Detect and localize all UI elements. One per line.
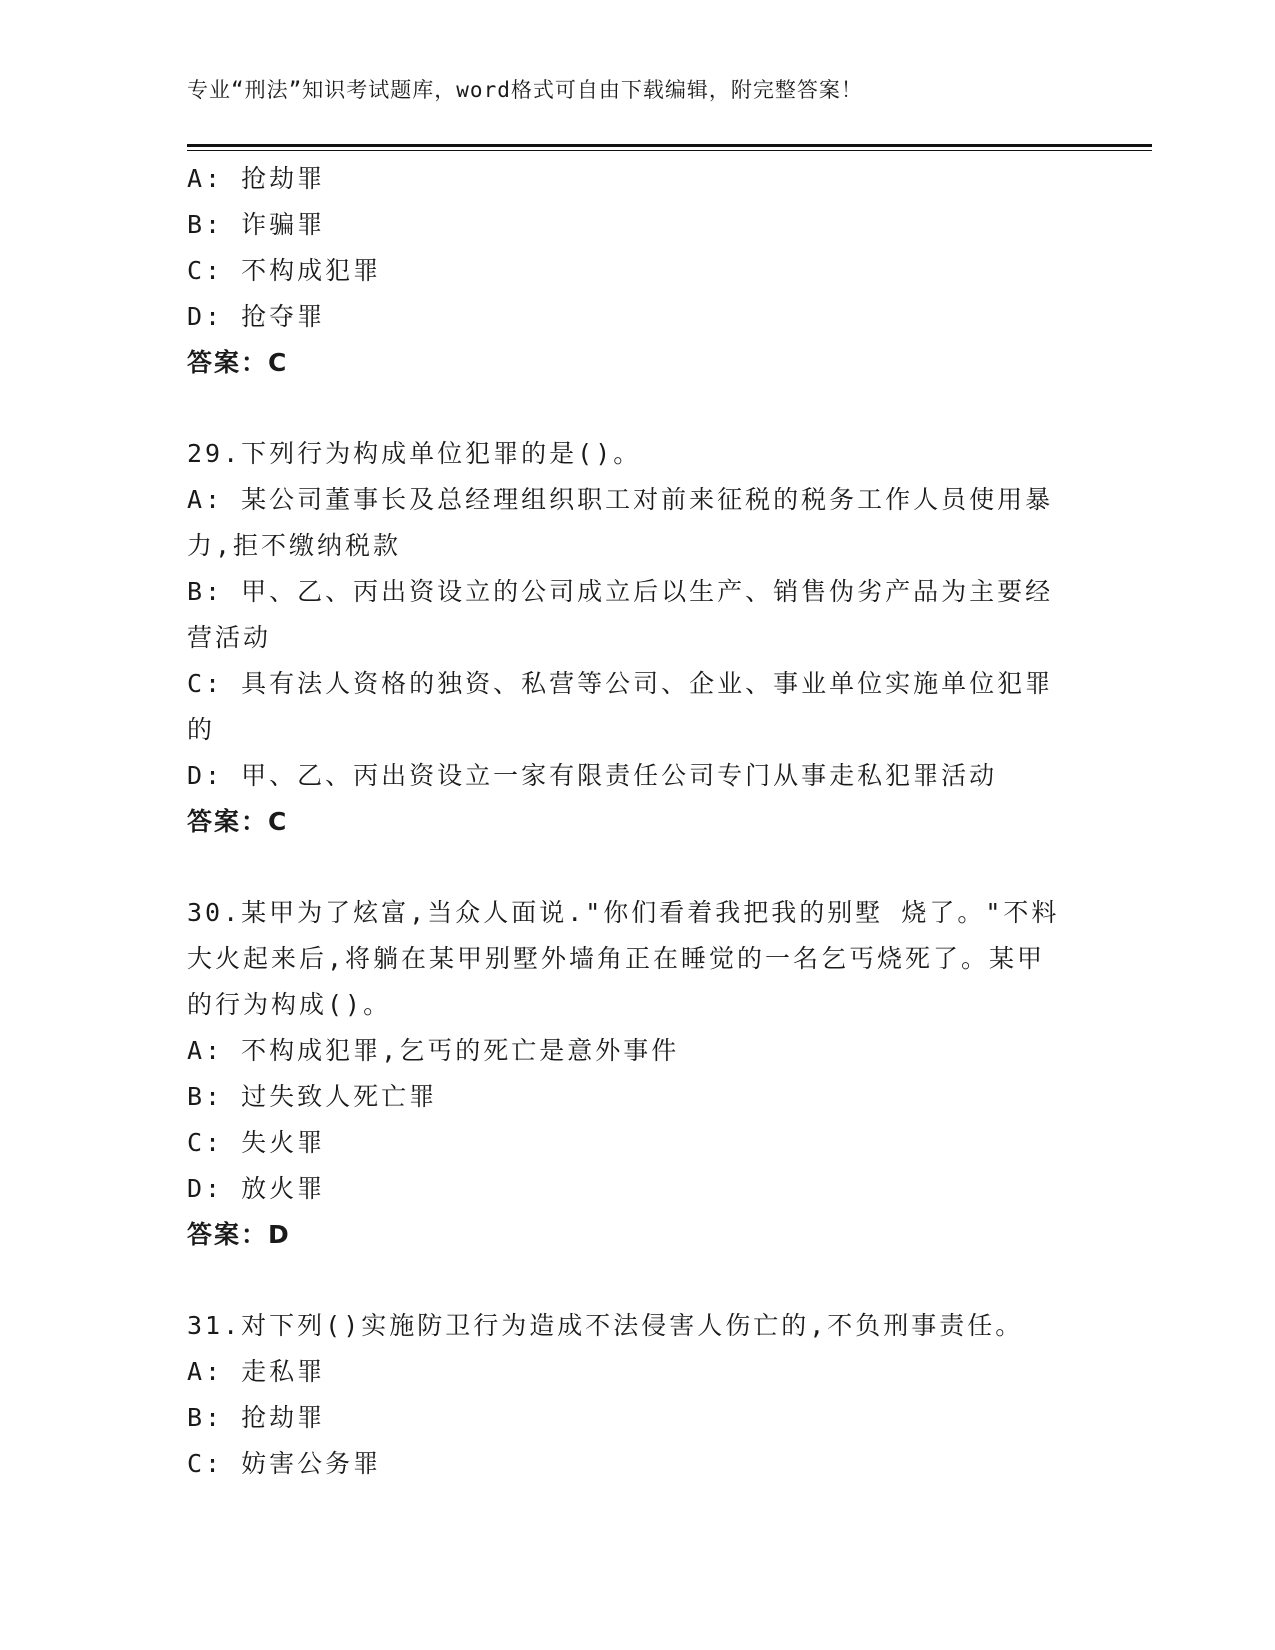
option-d: D: 抢夺罪 [187, 302, 326, 331]
option-c: C: 具有法人资格的独资、私营等公司、企业、事业单位实施单位犯罪 [187, 669, 1054, 698]
question-stem: 29.下列行为构成单位犯罪的是()。 [187, 439, 642, 468]
question-stem: 31.对下列()实施防卫行为造成不法侵害人伤亡的,不负刑事责任。 [187, 1311, 1024, 1340]
option-a: A: 不构成犯罪,乞丐的死亡是意外事件 [187, 1036, 680, 1065]
option-c: C: 失火罪 [187, 1128, 326, 1157]
question-31 [187, 1303, 1067, 1487]
option-c-continued: 的 [187, 715, 216, 744]
option-a: A: 走私罪 [187, 1357, 326, 1386]
answer: 答案：C [187, 807, 289, 836]
prev-question [187, 156, 1067, 386]
answer: 答案：C [187, 348, 289, 377]
question-content [187, 156, 1067, 1487]
option-c: C: 妨害公务罪 [187, 1449, 382, 1478]
question-stem-continued: 的行为构成()。 [187, 990, 392, 1019]
header-rule-thin [187, 150, 1152, 151]
option-b: B: 甲、乙、丙出资设立的公司成立后以生产、销售伪劣产品为主要经 [187, 577, 1054, 606]
question-stem: 30.某甲为了炫富,当众人面说."你们看着我把我的别墅 烧了。"不料 [187, 898, 1060, 927]
option-d: D: 甲、乙、丙出资设立一家有限责任公司专门从事走私犯罪活动 [187, 761, 998, 790]
header-rule-thick [187, 144, 1152, 147]
option-a-continued: 力,拒不缴纳税款 [187, 531, 402, 560]
document-header: 专业“刑法”知识考试题库，word格式可自由下载编辑，附完整答案！ [187, 78, 863, 102]
question-stem-continued: 大火起来后,将躺在某甲别墅外墙角正在睡觉的一名乞丐烧死了。某甲 [187, 944, 1046, 973]
option-a: A: 某公司董事长及总经理组织职工对前来征税的税务工作人员使用暴 [187, 485, 1054, 514]
option-a: A: 抢劫罪 [187, 164, 326, 193]
option-b-continued: 营活动 [187, 623, 272, 652]
option-b: B: 过失致人死亡罪 [187, 1082, 438, 1111]
question-29 [187, 431, 1067, 845]
option-c: C: 不构成犯罪 [187, 256, 382, 285]
option-d: D: 放火罪 [187, 1174, 326, 1203]
option-b: B: 抢劫罪 [187, 1403, 326, 1432]
option-b: B: 诈骗罪 [187, 210, 326, 239]
answer: 答案：D [187, 1220, 291, 1249]
question-30 [187, 890, 1067, 1258]
